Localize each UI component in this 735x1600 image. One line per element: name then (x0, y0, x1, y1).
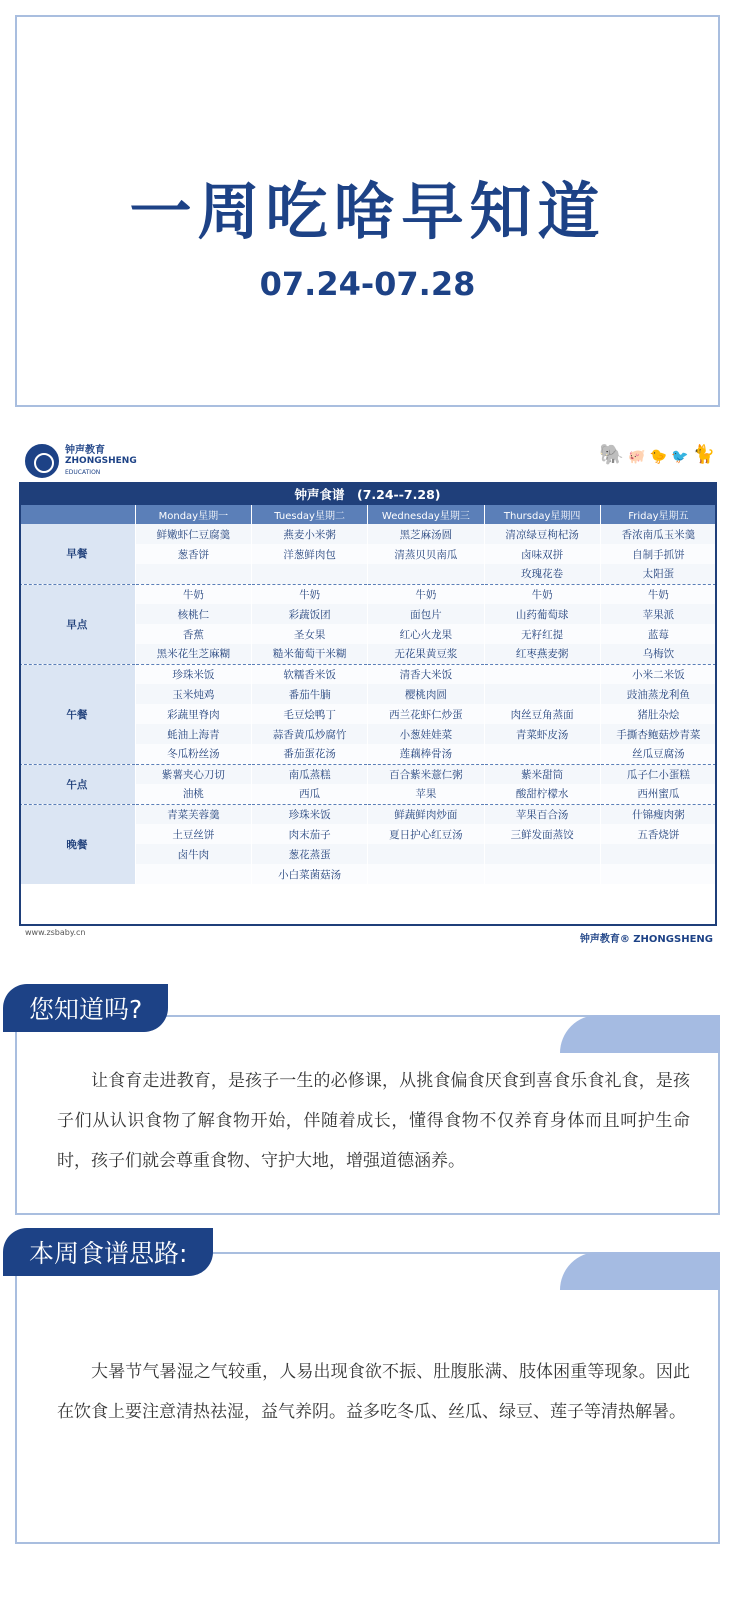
dish-cell: 卤味双拼 (484, 544, 600, 564)
dish-cell: 什锦瘦肉粥 (600, 804, 716, 824)
dish-cell (368, 864, 484, 884)
dish-cell: 肉末茄子 (252, 824, 368, 844)
dish-cell (135, 564, 251, 584)
corner-decoration (560, 1252, 720, 1290)
dish-cell (252, 564, 368, 584)
section-title-tab (3, 984, 168, 1032)
dish-cell: 青菜虾皮汤 (484, 724, 600, 744)
dish-cell: 西兰花虾仁炒蛋 (368, 704, 484, 724)
elephant-icon: 🐘 (599, 442, 625, 466)
dish-cell: 核桃仁 (135, 604, 251, 624)
brand-sub: EDUCATION (65, 468, 101, 476)
dish-cell: 圣女果 (252, 624, 368, 644)
dish-cell: 清蒸贝贝南瓜 (368, 544, 484, 564)
dish-cell: 清凉绿豆枸杞汤 (484, 524, 600, 544)
dish-cell (368, 844, 484, 864)
dish-cell: 燕麦小米粥 (252, 524, 368, 544)
day-header: Thursday星期四 (484, 505, 600, 524)
brand-name-cn: 钟声教育 (65, 444, 105, 456)
did-you-know-card (15, 995, 720, 1215)
dish-cell: 葱花蒸蛋 (252, 844, 368, 864)
menu-row (19, 804, 717, 824)
menu-row (19, 584, 717, 604)
pig-icon: 🐖 (628, 449, 646, 465)
dish-cell: 珍珠米饭 (135, 664, 251, 684)
dish-cell: 山药葡萄球 (484, 604, 600, 624)
dish-cell (368, 564, 484, 584)
dish-cell: 百合紫米薏仁粥 (368, 764, 484, 784)
dish-cell: 苹果派 (600, 604, 716, 624)
dish-cell: 太阳蛋 (600, 564, 716, 584)
dish-cell: 彩蔬里脊肉 (135, 704, 251, 724)
dish-cell: 牛奶 (135, 584, 251, 604)
dish-cell: 蓝莓 (600, 624, 716, 644)
meal-label: 午点 (19, 764, 135, 804)
dish-cell: 瓜子仁小蛋糕 (600, 764, 716, 784)
dish-cell: 洋葱鲜肉包 (252, 544, 368, 564)
dish-cell: 无籽红提 (484, 624, 600, 644)
date-range: 07.24-07.28 (259, 265, 476, 303)
dish-cell: 小白菜菌菇汤 (252, 864, 368, 884)
dish-cell (484, 664, 600, 684)
dish-cell: 黑芝麻汤圆 (368, 524, 484, 544)
dish-cell: 番茄蛋花汤 (252, 744, 368, 764)
menu-idea-card (15, 1239, 720, 1544)
dish-cell: 紫米甜筒 (484, 764, 600, 784)
meal-label: 午餐 (19, 664, 135, 764)
dish-cell: 丝瓜豆腐汤 (600, 744, 716, 764)
dish-cell: 乌梅饮 (600, 644, 716, 664)
dish-cell: 红心火龙果 (368, 624, 484, 644)
dish-cell: 樱桃肉圆 (368, 684, 484, 704)
dish-cell: 珍珠米饭 (252, 804, 368, 824)
dish-cell: 玉米炖鸡 (135, 684, 251, 704)
dish-cell: 牛奶 (368, 584, 484, 604)
brand-name-en: ZHONGSHENG (65, 455, 137, 466)
website-url: www.zsbaby.cn (25, 928, 86, 937)
dish-cell: 玫瑰花卷 (484, 564, 600, 584)
dish-cell: 鲜蔬鲜肉炒面 (368, 804, 484, 824)
weekly-menu (19, 436, 719, 956)
dish-cell: 小米二米饭 (600, 664, 716, 684)
dish-cell: 苹果百合汤 (484, 804, 600, 824)
header-card (15, 15, 720, 407)
dish-cell: 卤牛肉 (135, 844, 251, 864)
dish-cell: 香蕉 (135, 624, 251, 644)
footer-brand: 钟声教育® ZHONGSHENG (579, 934, 713, 945)
dish-cell: 无花果黄豆浆 (368, 644, 484, 664)
dish-cell: 红枣燕麦粥 (484, 644, 600, 664)
dish-cell: 手撕杏鲍菇炒青菜 (600, 724, 716, 744)
dish-cell (135, 864, 251, 884)
dish-cell: 蒜香黄瓜炒腐竹 (252, 724, 368, 744)
dish-cell (600, 844, 716, 864)
dish-cell: 鲜嫩虾仁豆腐羹 (135, 524, 251, 544)
dish-cell: 苹果 (368, 784, 484, 804)
dish-cell: 紫薯夹心刀切 (135, 764, 251, 784)
school-logo-icon (25, 444, 59, 478)
meal-label: 早点 (19, 584, 135, 664)
dish-cell: 面包片 (368, 604, 484, 624)
dish-cell: 香浓南瓜玉米羹 (600, 524, 716, 544)
bird-icon: 🐦 (671, 449, 689, 465)
dish-cell: 油桃 (135, 784, 251, 804)
day-header: Friday星期五 (600, 505, 716, 524)
dish-cell: 西瓜 (252, 784, 368, 804)
dish-cell (484, 744, 600, 764)
dish-cell: 青菜芙蓉羹 (135, 804, 251, 824)
dish-cell: 毛豆烩鸭丁 (252, 704, 368, 724)
dish-cell (484, 844, 600, 864)
dish-cell: 土豆丝饼 (135, 824, 251, 844)
dish-cell: 五香烧饼 (600, 824, 716, 844)
menu-row (19, 524, 717, 544)
menu-title: 钟声食谱 (7.24--7.28) (19, 482, 717, 505)
dish-cell: 酸甜柠檬水 (484, 784, 600, 804)
dish-cell: 自制手抓饼 (600, 544, 716, 564)
dish-cell: 南瓜蒸糕 (252, 764, 368, 784)
corner-decoration (560, 1015, 720, 1053)
dish-cell: 软糯香米饭 (252, 664, 368, 684)
dish-cell (600, 864, 716, 884)
dish-cell: 肉丝豆角蒸面 (484, 704, 600, 724)
dish-cell: 牛奶 (252, 584, 368, 604)
day-header: Wednesday星期三 (368, 505, 484, 524)
dish-cell: 猪肚杂烩 (600, 704, 716, 724)
section-title-tab (3, 1228, 213, 1276)
dish-cell: 三鲜发面蒸饺 (484, 824, 600, 844)
dish-cell: 黑米花生芝麻糊 (135, 644, 251, 664)
dish-cell: 夏日护心红豆汤 (368, 824, 484, 844)
dish-cell: 豉油蒸龙利鱼 (600, 684, 716, 704)
dish-cell: 牛奶 (484, 584, 600, 604)
dish-cell: 清香大米饭 (368, 664, 484, 684)
day-header: Monday星期一 (135, 505, 251, 524)
dish-cell (484, 684, 600, 704)
dish-cell: 小葱娃娃菜 (368, 724, 484, 744)
meal-label: 早餐 (19, 524, 135, 584)
dish-cell: 牛奶 (600, 584, 716, 604)
brand-logo-block (25, 441, 137, 481)
dish-cell (484, 864, 600, 884)
dish-cell: 番茄牛腩 (252, 684, 368, 704)
chick-icon: 🐤 (649, 449, 668, 465)
day-header: Tuesday星期二 (252, 505, 368, 524)
dish-cell: 彩蔬饭团 (252, 604, 368, 624)
header-blank (19, 505, 135, 524)
dish-cell: 西州蜜瓜 (600, 784, 716, 804)
dish-cell: 蚝油上海青 (135, 724, 251, 744)
page-title: 一周吃啥早知道 (129, 175, 606, 248)
dish-cell: 冬瓜粉丝汤 (135, 744, 251, 764)
dish-cell: 糙米葡萄干米糊 (252, 644, 368, 664)
section-title: 您知道吗? (29, 995, 143, 1024)
menu-row (19, 764, 717, 784)
dish-cell: 葱香饼 (135, 544, 251, 564)
meal-label: 晚餐 (19, 804, 135, 884)
cat-icon: 🐈 (692, 444, 715, 465)
section-paragraph: 大暑节气暑湿之气较重，人易出现食欲不振、肚腹胀满、肢体困重等现象。因此在饮食上要注意清热祛湿，益气养阴。益多吃冬瓜、丝瓜、绿豆、莲子等清热解暑。 (57, 1362, 690, 1422)
section-title: 本周食谱思路: (29, 1239, 188, 1268)
dish-cell: 莲藕棒骨汤 (368, 744, 484, 764)
section-paragraph: 让食育走进教育，是孩子一生的必修课，从挑食偏食厌食到喜食乐食礼食，是孩子们从认识食物了解食物开始，伴随着成长，懂得食物不仅养育身体而且呵护生命时，孩子们就会尊重食物、守护大地，增强道德涵养。 (57, 1071, 690, 1171)
animal-decoration (599, 444, 715, 464)
menu-table (19, 482, 717, 884)
menu-row (19, 664, 717, 684)
